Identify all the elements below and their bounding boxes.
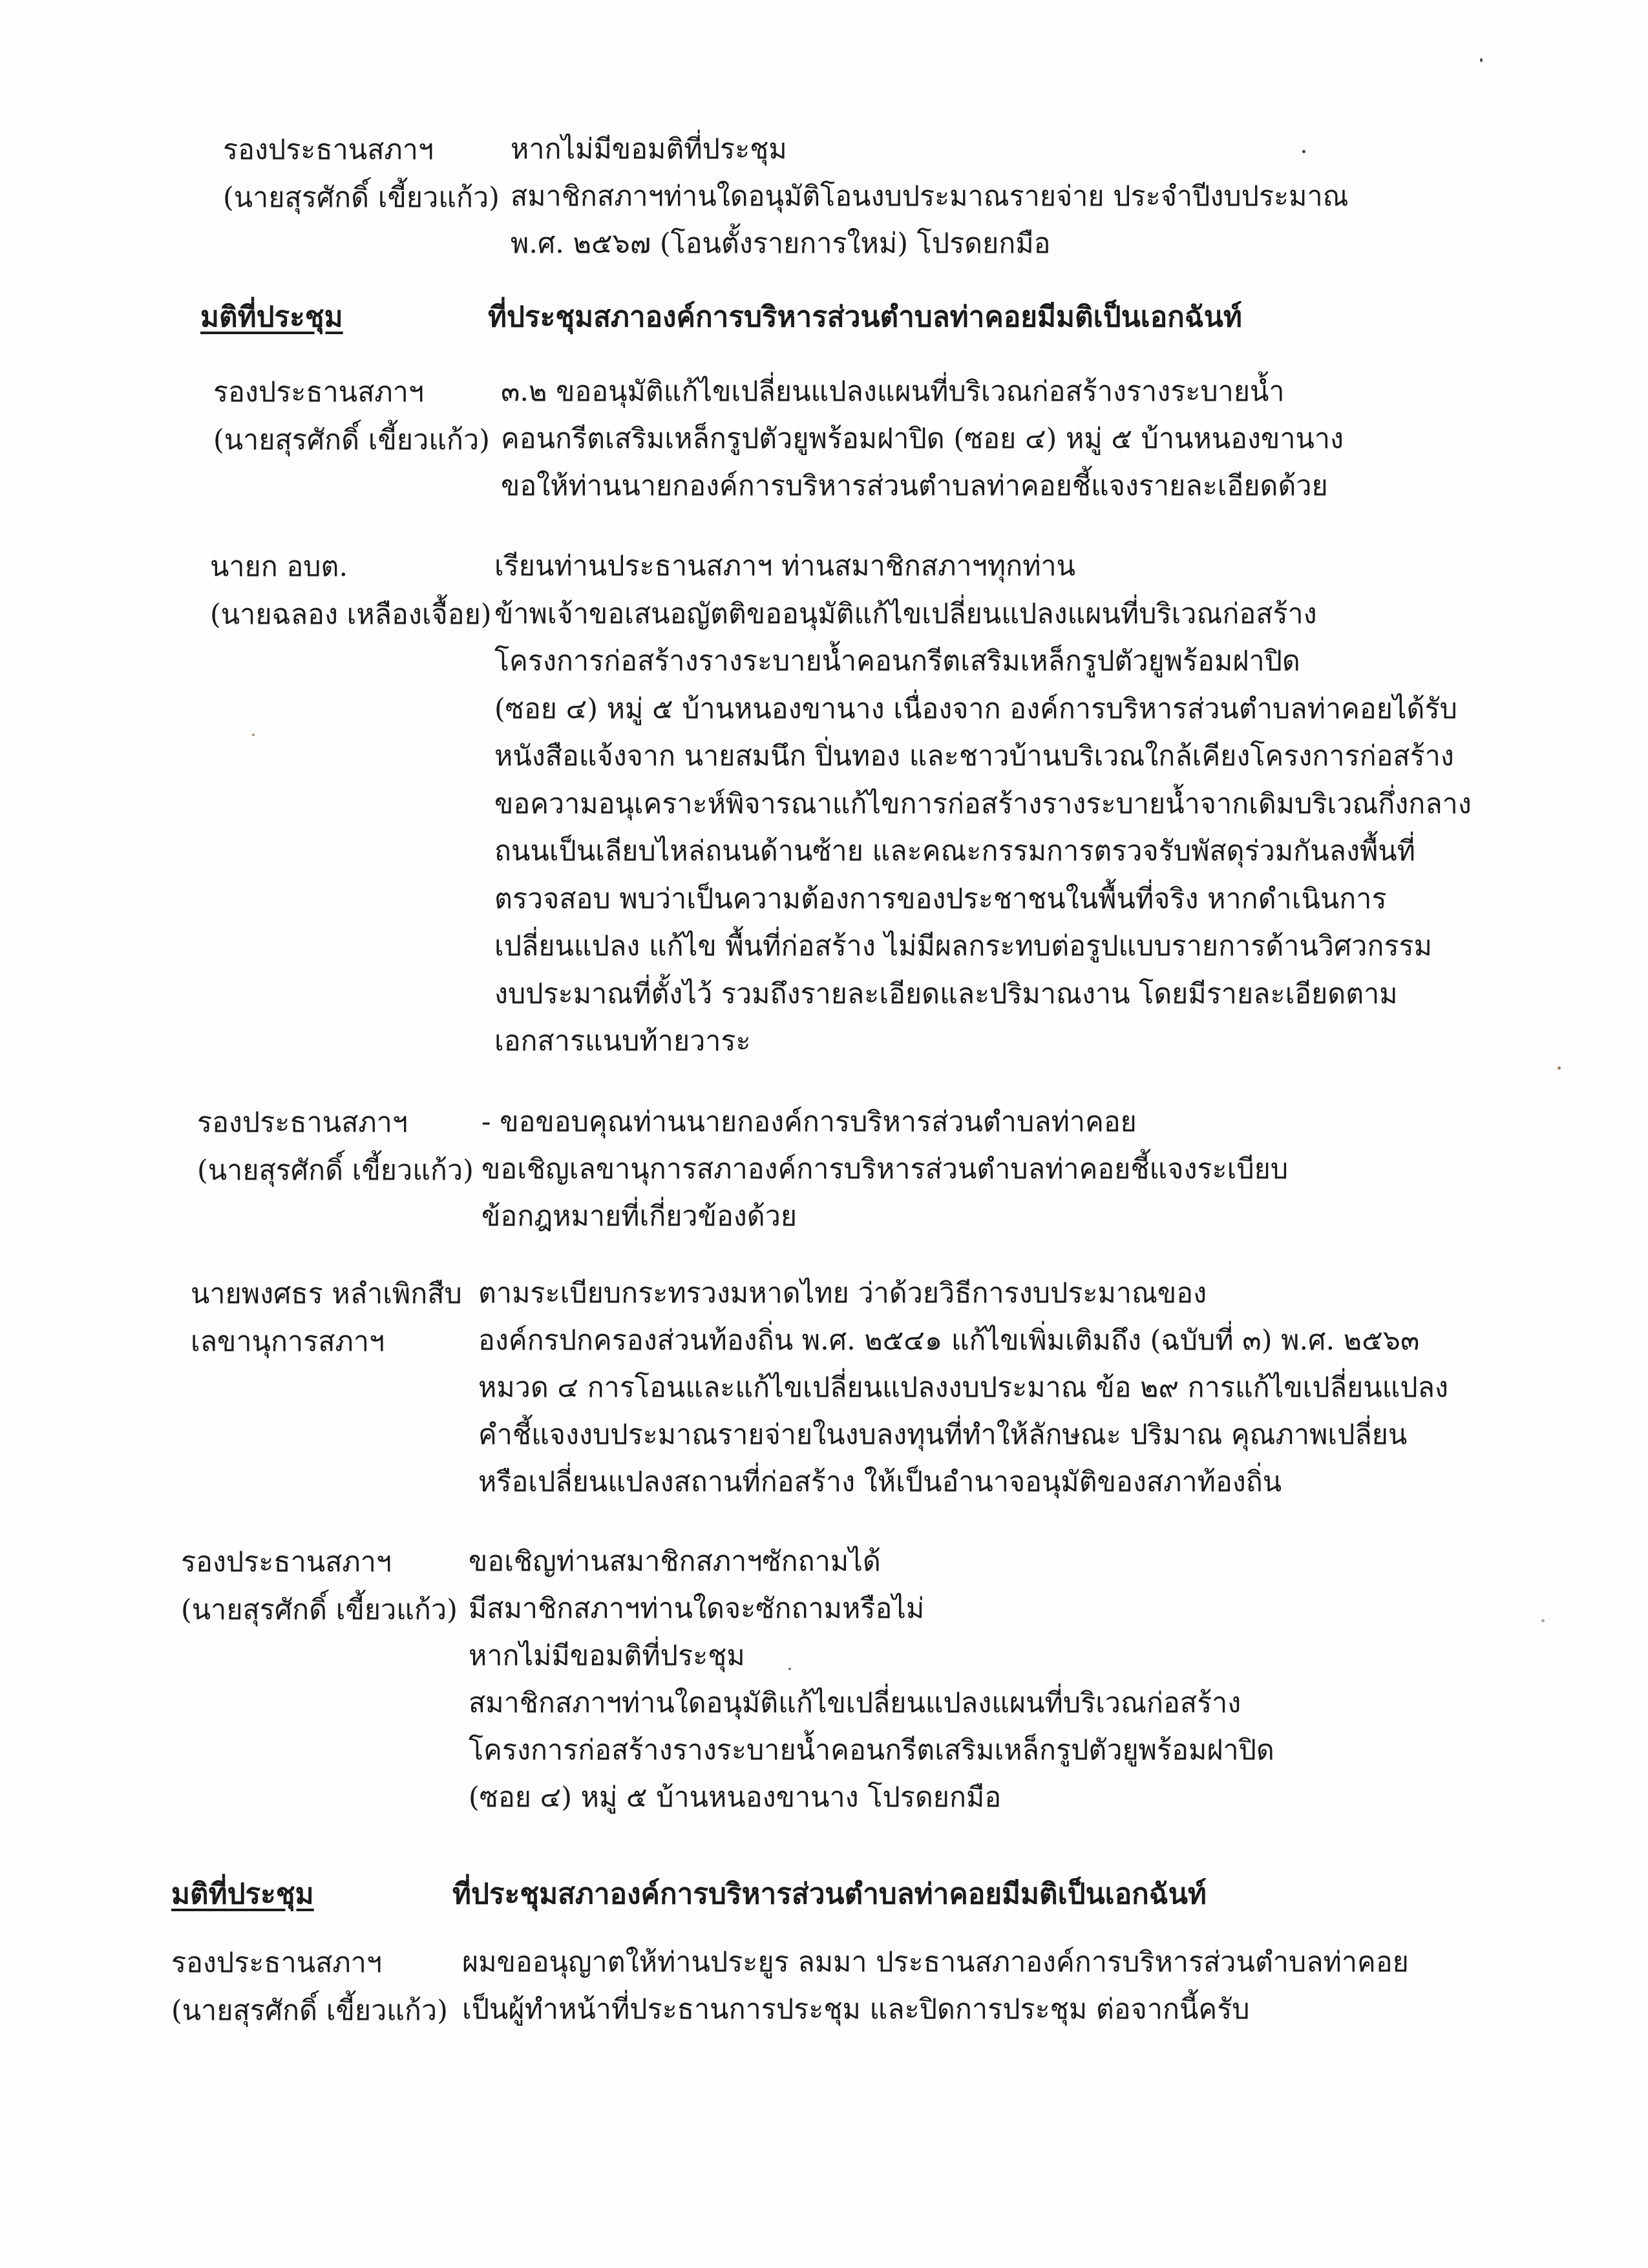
text-line: เปลี่ยนแปลง แก้ไข พื้นที่ก่อสร้าง ไม่มีผลกระทบต่อรูปแบบรายการด้านวิศวกรรม	[494, 930, 1432, 962]
text-line: ผมขออนุญาตให้ท่านประยูร ลมมา ประธานสภาองค์การบริหารส่วนตำบลท่าคอย	[462, 1946, 1409, 1978]
speaker-name	[213, 368, 490, 464]
speaker-title: รองประธานสภาฯ	[181, 1546, 392, 1578]
text-line: (ซอย ๔) หมู่ ๕ บ้านหนองขานาง เนื่องจาก องค์การบริหารส่วนตำบลท่าคอยได้รับ	[494, 692, 1457, 725]
text-line: ถนนเป็นเลียบไหล่ถนนด้านซ้าย และคณะกรรมการตรวจรับพัสดุร่วมกันลงพื้นที่	[494, 835, 1416, 867]
speech-text	[481, 1099, 1288, 1240]
resolution-label: มติที่ประชุม	[171, 1878, 314, 1911]
speaker-name	[171, 1939, 448, 2035]
text-line: ขอความอนุเคราะห์พิจารณาแก้ไขการก่อสร้างรางระบายน้ำจากเดิมบริเวณกึ่งกลาง	[494, 787, 1472, 820]
text-line: โครงการก่อสร้างรางระบายน้ำคอนกรีตเสริมเหล็กรูปตัวยูพร้อมฝาปิด	[469, 1734, 1274, 1766]
speaker-title: รองประธานสภาฯ	[171, 1947, 383, 1979]
speaker-title: นายก อบต.	[210, 551, 348, 583]
text-line: มีสมาชิกสภาฯท่านใดจะซักถามหรือไม่	[469, 1593, 925, 1625]
resolution-text: ที่ประชุมสภาองค์การบริหารส่วนตำบลท่าคอยมีมติเป็นเอกฉันท์	[452, 1878, 1207, 1911]
speaker-title: รองประธานสภาฯ	[197, 1107, 408, 1139]
text-line: งบประมาณที่ตั้งไว้ รวมถึงรายละเอียดและปริมาณงาน โดยมีรายละเอียดตาม	[494, 977, 1398, 1010]
text-line: หากไม่มีขอมติที่ประชุม	[469, 1640, 745, 1672]
text-line: หรือเปลี่ยนแปลงสถานที่ก่อสร้าง ให้เป็นอำนาจอนุมัติของสภาท้องถิ่น	[478, 1466, 1282, 1498]
speaker-person: (นายสุรศักดิ์ เขี้ยวแก้ว)	[223, 182, 500, 214]
speaker-person: (นายสุรศักดิ์ เขี้ยวแก้ว)	[171, 1995, 448, 2027]
text-line: เป็นผู้ทำหน้าที่ประธานการประชุม และปิดการประชุม ต่อจากนี้ครับ	[462, 1993, 1250, 2026]
speech-text	[494, 543, 1472, 1066]
text-line: เรียนท่านประธานสภาฯ ท่านสมาชิกสภาฯทุกท่าน	[494, 550, 1076, 582]
text-line: องค์กรปกครองส่วนท้องถิ่น พ.ศ. ๒๕๔๑ แก้ไขเพิ่มเติมถึง (ฉบับที่ ๓) พ.ศ. ๒๕๖๓	[478, 1324, 1420, 1357]
resolution-label: มติที่ประชุม	[200, 301, 343, 334]
text-line: สมาชิกสภาฯท่านใดอนุมัติแก้ไขเปลี่ยนแปลงแผนที่บริเวณก่อสร้าง	[469, 1687, 1241, 1719]
speaker-person: (นายสุรศักดิ์ เขี้ยวแก้ว)	[197, 1154, 474, 1187]
text-line: ตรวจสอบ พบว่าเป็นความต้องการของประชาชนในพื้นที่จริง หากดำเนินการ	[494, 882, 1387, 915]
speaker-title: รองประธานสภาฯ	[213, 376, 425, 408]
text-line: หมวด ๔ การโอนและแก้ไขเปลี่ยนแปลงงบประมาณ ข้อ ๒๙ การแก้ไขเปลี่ยนแปลง	[478, 1372, 1449, 1404]
text-line: ขอให้ท่านนายกองค์การบริหารส่วนตำบลท่าคอยชี้แจงรายละเอียดด้วย	[501, 470, 1328, 502]
speaker-name	[181, 1538, 458, 1634]
speaker-name	[210, 543, 492, 639]
speech-text	[462, 1939, 1409, 2033]
speaker-person: (นายฉลอง เหลืองเจื้อย)	[210, 599, 492, 631]
scan-speck	[1558, 1066, 1561, 1070]
speaker-title: รองประธานสภาฯ	[223, 134, 434, 166]
speaker-person: (นายสุรศักดิ์ เขี้ยวแก้ว)	[181, 1594, 458, 1626]
text-line: ๓.๒ ขออนุมัติแก้ไขเปลี่ยนแปลงแผนที่บริเวณก่อสร้างรางระบายน้ำ	[501, 376, 1285, 408]
speaker-title: นายพงศธร หลำเพิกสืบ	[191, 1278, 462, 1310]
text-line: หากไม่มีขอมติที่ประชุม	[511, 133, 787, 165]
speaker-person: เลขานุการสภาฯ	[191, 1326, 385, 1358]
speech-text	[501, 368, 1344, 510]
scan-speck	[1541, 1619, 1545, 1622]
speech-text	[469, 1538, 1274, 1821]
scan-speck	[788, 1668, 791, 1670]
speaker-person: (นายสุรศักดิ์ เขี้ยวแก้ว)	[213, 424, 490, 456]
speaker-name	[197, 1099, 474, 1194]
text-line: - ขอขอบคุณท่านนายกองค์การบริหารส่วนตำบลท่าคอย	[481, 1106, 1137, 1138]
speech-text	[511, 126, 1349, 268]
text-line: (ซอย ๔) หมู่ ๕ บ้านหนองขานาง โปรดยกมือ	[469, 1781, 1002, 1814]
text-line: ข้อกฎหมายที่เกี่ยวข้องด้วย	[481, 1200, 798, 1233]
text-line: ขอเชิญเลขานุการสภาองค์การบริหารส่วนตำบลท่าคอยชี้แจงระเบียบ	[481, 1153, 1289, 1185]
text-line: โครงการก่อสร้างรางระบายน้ำคอนกรีตเสริมเหล็กรูปตัวยูพร้อมฝาปิด	[494, 645, 1300, 677]
text-line: ขอเชิญท่านสมาชิกสภาฯซักถามได้	[469, 1545, 881, 1578]
scan-speck	[1302, 150, 1305, 153]
text-line: หนังสือแจ้งจาก นายสมนึก ปิ่นทอง และชาวบ้านบริเวณใกล้เคียงโครงการก่อสร้าง	[494, 740, 1454, 772]
text-line: เอกสารแนบท้ายวาระ	[494, 1025, 751, 1057]
speaker-name	[223, 126, 500, 222]
text-line: คำชี้แจงงบประมาณรายจ่ายในงบลงทุนที่ทำให้ลักษณะ ปริมาณ คุณภาพเปลี่ยน	[478, 1419, 1408, 1451]
scan-speck	[1480, 58, 1483, 62]
speech-text	[478, 1270, 1448, 1506]
resolution-text: ที่ประชุมสภาองค์การบริหารส่วนตำบลท่าคอยมีมติเป็นเอกฉันท์	[488, 301, 1242, 334]
text-line: ข้าพเจ้าขอเสนอญัตติขออนุมัติแก้ไขเปลี่ยนแปลงแผนที่บริเวณก่อสร้าง	[494, 597, 1317, 630]
speaker-name	[191, 1270, 462, 1366]
text-line: พ.ศ. ๒๕๖๗ (โอนตั้งรายการใหม่) โปรดยกมือ	[511, 228, 1051, 260]
text-line: สมาชิกสภาฯท่านใดอนุมัติโอนงบประมาณรายจ่าย ประจำปีงบประมาณ	[511, 180, 1349, 213]
text-line: ตามระเบียบกระทรวงมหาดไทย ว่าด้วยวิธีการงบประมาณของ	[478, 1277, 1207, 1309]
text-line: คอนกรีตเสริมเหล็กรูปตัวยูพร้อมฝาปิด (ซอย ๔) หมู่ ๕ บ้านหนองขานาง	[501, 423, 1344, 455]
scan-speck	[252, 734, 255, 736]
